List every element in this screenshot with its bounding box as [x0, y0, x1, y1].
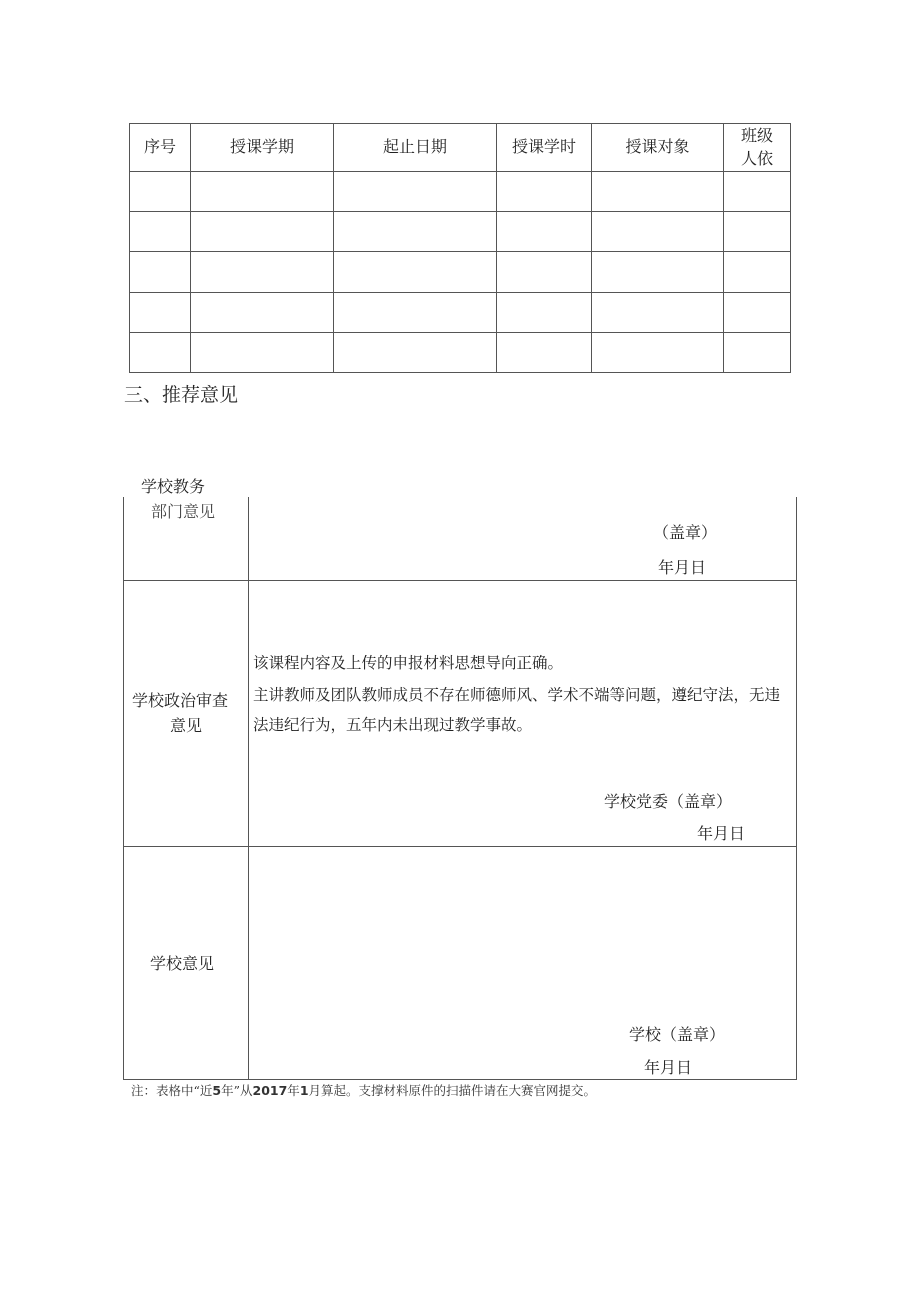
academic-affairs-date: 年月日 [658, 558, 707, 577]
footnote-year: 2017 [252, 1083, 288, 1098]
academic-affairs-label-line2: 部门意见 [151, 502, 216, 521]
academic-affairs-seal: （盖章） [653, 523, 718, 542]
footnote-years: 5 [212, 1083, 222, 1098]
header-class-line2: 人依 [740, 149, 773, 168]
header-audience: 授课对象 [625, 137, 690, 156]
footnote-mid2: 年 [287, 1083, 300, 1098]
header-semester: 授课学期 [229, 137, 294, 156]
table-row[interactable] [130, 293, 790, 332]
political-review-label: 学校政治审查 [132, 691, 229, 710]
footnote-mid1: 年”从 [221, 1083, 253, 1098]
footnote-month: 1 [299, 1083, 309, 1098]
header-date-range: 起止日期 [382, 137, 447, 156]
school-seal: 学校（盖章） [629, 1025, 726, 1044]
political-review-label-line2: 意见 [170, 716, 203, 735]
footnote-prefix: 注：表格中“近 [131, 1083, 213, 1098]
academic-affairs-opinion-area[interactable] [250, 498, 795, 579]
political-review-seal: 学校党委（盖章） [604, 792, 733, 811]
political-review-text-line2: 主讲教师及团队教师成员不存在师德师风、学术不端等问题，遵纪守法，无违法违纪行为，五年内未出现过教学事故。 [253, 686, 781, 734]
table-row[interactable] [130, 172, 790, 211]
header-index: 序号 [143, 137, 176, 156]
section-title: 三、推荐意见 [124, 384, 239, 406]
school-opinion-label: 学校意见 [150, 954, 215, 973]
table-row[interactable] [130, 333, 790, 372]
school-opinion-area[interactable] [250, 848, 795, 1018]
footnote-suffix: 月算起。支撑材料原件的扫描件请在大赛官网提交。 [308, 1083, 597, 1098]
header-teaching-hours: 授课学时 [511, 137, 576, 156]
table-row[interactable] [130, 212, 790, 251]
table-row[interactable] [130, 252, 790, 292]
political-review-date: 年月日 [697, 824, 746, 843]
academic-affairs-label: 学校教务 [141, 477, 206, 496]
school-date: 年月日 [644, 1058, 693, 1077]
political-review-text-line1: 该课程内容及上传的申报材料思想导向正确。 [253, 654, 564, 672]
footnote [131, 1083, 596, 1099]
header-class-line1: 班级 [740, 126, 773, 145]
